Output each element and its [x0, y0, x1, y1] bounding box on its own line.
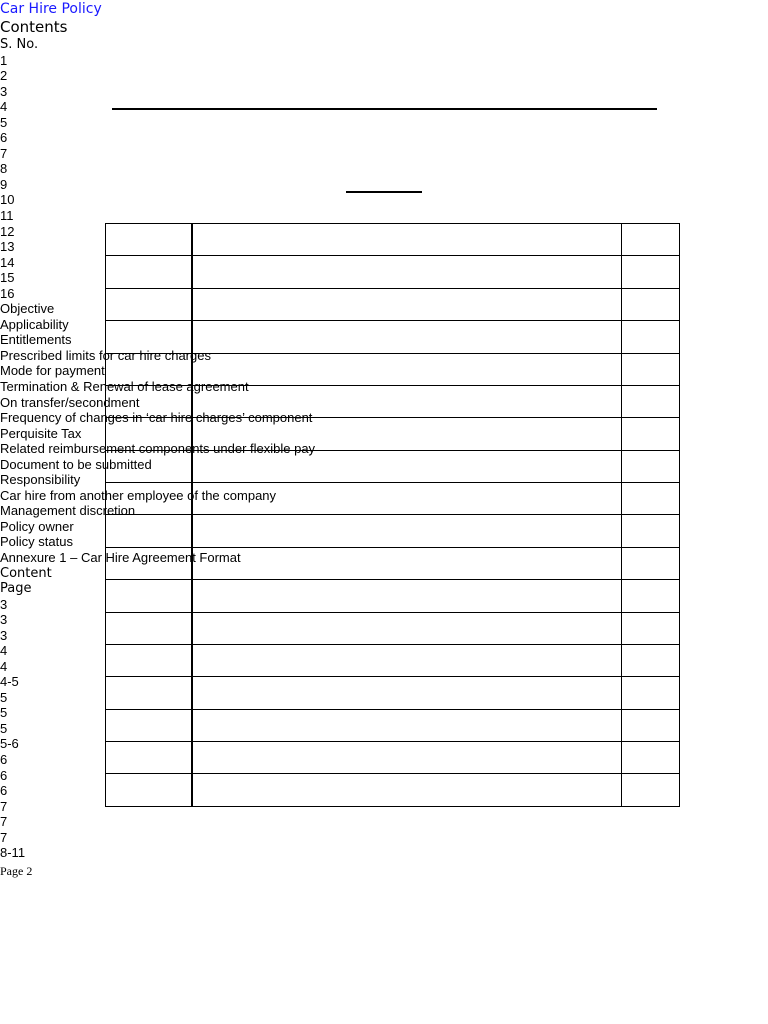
table-cell	[622, 515, 680, 547]
serial-number: 5	[0, 114, 8, 130]
page-number: 6	[0, 783, 8, 799]
table-cell	[622, 256, 680, 288]
serial-number: 1	[0, 52, 8, 68]
contents-heading: Contents	[0, 18, 68, 36]
contents-item: Policy status	[0, 534, 73, 550]
page-number: 6	[0, 767, 8, 783]
document-text-flow	[0, 0, 315, 879]
serial-number: 14	[0, 254, 15, 270]
serial-number: 2	[0, 68, 8, 84]
page-number: 3	[0, 627, 8, 643]
contents-item: Related reimbursement components under flexible pay	[0, 441, 316, 457]
table-cell	[622, 385, 680, 417]
page-number: 6	[0, 752, 8, 768]
contents-item: Perquisite Tax	[0, 425, 82, 441]
content-column-header: Content	[0, 565, 52, 581]
contents-item: Policy owner	[0, 518, 74, 534]
contents-item: Responsibility	[0, 472, 81, 488]
serial-number: 11	[0, 207, 14, 223]
page-footer: Page 2	[0, 863, 33, 878]
table-cell	[622, 709, 680, 741]
table-cell	[622, 450, 680, 482]
serial-number: 8	[0, 161, 8, 177]
horizontal-rule-short	[346, 191, 422, 193]
page-number: 5	[0, 705, 8, 721]
contents-item: Management discretion	[0, 503, 136, 519]
table-cell	[622, 418, 680, 450]
table-cell	[622, 288, 680, 320]
contents-item: Mode for payment	[0, 363, 105, 379]
page-column-header: Page	[0, 581, 32, 597]
page-number: 3	[0, 612, 8, 628]
contents-item: Frequency of changes in ‘car hire charges’ component	[0, 410, 313, 426]
serial-number: 3	[0, 83, 8, 99]
contents-item: Document to be submitted	[0, 456, 152, 472]
table-cell	[622, 612, 680, 644]
table-cell	[622, 774, 680, 807]
contents-item: Annexure 1 – Car Hire Agreement Format	[0, 550, 241, 565]
serial-number: 12	[0, 223, 15, 239]
page-number-list	[0, 597, 315, 861]
page-number: 8-11	[0, 845, 26, 861]
page-number: 7	[0, 798, 8, 814]
page-number: 5-6	[0, 736, 19, 752]
serial-number: 6	[0, 130, 8, 146]
table-cell	[622, 644, 680, 676]
contents-item: Entitlements	[0, 332, 72, 348]
contents-item: Prescribed limits for car hire charges	[0, 347, 211, 363]
serial-number: 7	[0, 145, 8, 161]
table-cell	[622, 483, 680, 515]
contents-item: On transfer/secondment	[0, 394, 140, 410]
table-cell	[622, 677, 680, 709]
page-number: 4	[0, 658, 8, 674]
serial-number: 9	[0, 176, 8, 192]
page-number: 7	[0, 814, 8, 830]
contents-item: Car hire from another employee of the company	[0, 487, 277, 503]
contents-item: Objective	[0, 301, 55, 317]
serial-number: 15	[0, 270, 15, 286]
page-number: 5	[0, 720, 8, 736]
serial-number-list	[0, 53, 315, 302]
contents-item-list	[0, 301, 315, 565]
serial-number: 16	[0, 285, 15, 301]
serial-number: 10	[0, 192, 15, 208]
table-cell	[622, 742, 680, 774]
serial-number: 13	[0, 239, 15, 255]
page-number: 3	[0, 596, 8, 612]
page-number: 7	[0, 829, 8, 845]
page-number: 4	[0, 643, 8, 659]
page-number: 5	[0, 689, 8, 705]
table-cell	[622, 547, 680, 579]
contents-item: Termination & Renewal of lease agreement	[0, 378, 249, 394]
table-cell	[622, 353, 680, 385]
contents-item: Applicability	[0, 316, 69, 332]
sno-column-header: S. No.	[0, 37, 39, 52]
document-title: Car Hire Policy	[0, 1, 102, 17]
page-number: 4-5	[0, 674, 19, 690]
table-cell	[622, 321, 680, 353]
serial-number: 4	[0, 99, 8, 115]
table-cell	[622, 580, 680, 612]
table-cell	[622, 224, 680, 256]
